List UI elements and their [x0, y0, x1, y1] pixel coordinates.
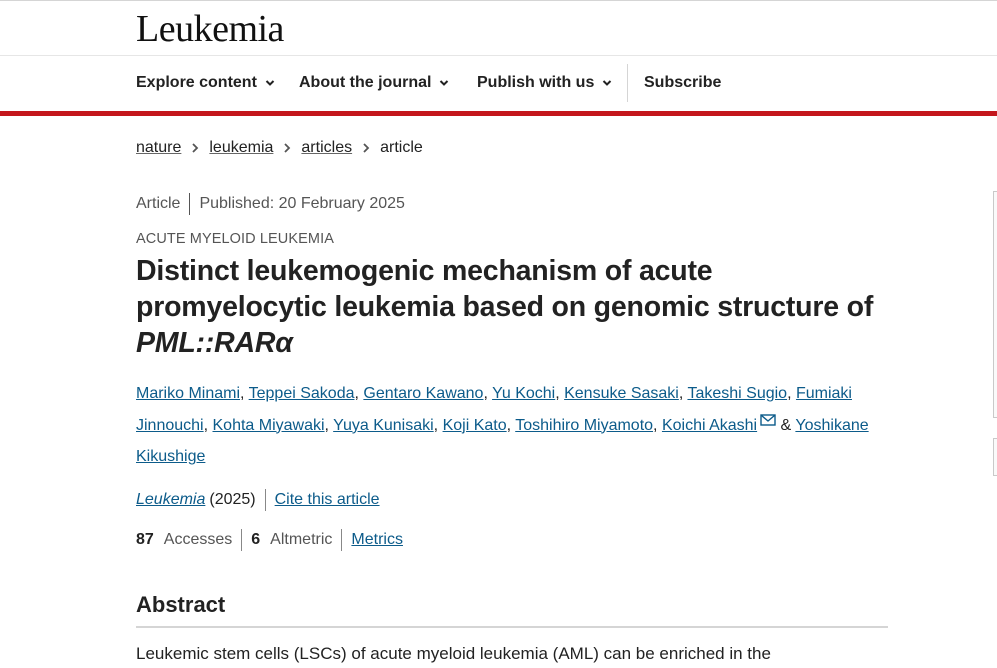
article-meta [136, 193, 405, 215]
author-separator: , [354, 385, 364, 402]
author-separator: , [240, 385, 249, 402]
abstract-heading: Abstract [136, 591, 888, 628]
author-link[interactable]: Takeshi Sugio [687, 385, 788, 402]
author-separator: , [506, 416, 516, 434]
metrics-divider [341, 529, 342, 551]
author-link[interactable]: Kensuke Sasaki [564, 385, 679, 402]
nav-about-the-journal-label: About the journal [299, 74, 432, 91]
nav-subscribe-label: Subscribe [644, 74, 722, 91]
nav-explore-content-label: Explore content [136, 74, 257, 91]
metrics-link[interactable]: Metrics [351, 531, 403, 548]
breadcrumb [136, 137, 423, 159]
author-separator: , [324, 416, 334, 434]
nav-subscribe[interactable] [644, 72, 721, 94]
metrics-divider [241, 529, 242, 551]
article-type: Article [136, 195, 181, 212]
author-link[interactable]: Yu Kochi [492, 385, 556, 402]
author-link[interactable]: Kohta Miyawaki [212, 416, 325, 434]
citation-row [136, 489, 380, 511]
side-panel-edge[interactable] [993, 191, 997, 418]
breadcrumb-leukemia[interactable]: leukemia [209, 139, 274, 156]
author-link[interactable]: Teppei Sakoda [248, 385, 355, 402]
journal-logo[interactable]: Leukemia [136, 8, 284, 50]
breadcrumb-nature[interactable]: nature [136, 139, 182, 156]
metrics-row [136, 529, 403, 551]
journal-link[interactable]: Leukemia [136, 491, 206, 508]
meta-divider [189, 193, 190, 215]
author-separator: , [653, 416, 662, 434]
author-link[interactable]: Mariko Minami [136, 385, 241, 402]
abstract-text: Leukemic stem cells (LSCs) of acute myeloid leukemia (AML) can be enriched in the [136, 644, 771, 663]
nav-publish-with-us[interactable] [477, 72, 612, 94]
accesses-label: Accesses [163, 531, 233, 548]
nav-publish-with-us-label: Publish with us [477, 74, 595, 91]
chevron-down-icon [265, 78, 275, 88]
accesses-count: 87 [136, 531, 154, 548]
chevron-down-icon [439, 78, 449, 88]
author-link[interactable]: Fumiaki Jinnouchi [136, 385, 852, 434]
author-separator: , [433, 416, 443, 434]
citation-divider [265, 489, 266, 511]
nav-about-the-journal[interactable] [299, 72, 449, 94]
nav-explore-content[interactable] [136, 72, 275, 94]
altmetric-label: Altmetric [270, 531, 333, 548]
mail-icon[interactable] [760, 414, 776, 426]
author-separator: , [678, 385, 688, 402]
author-list [136, 378, 876, 473]
main-nav [0, 56, 997, 116]
author-link[interactable]: Koji Kato [442, 416, 507, 434]
chevron-right-icon [361, 142, 371, 154]
altmetric-count: 6 [251, 531, 261, 548]
nav-divider [627, 64, 628, 102]
chevron-right-icon [190, 142, 200, 154]
breadcrumb-articles[interactable]: articles [301, 139, 353, 156]
author-separator: , [483, 385, 493, 402]
article-title-gene: PML::RARα [136, 327, 293, 359]
cite-this-article-link[interactable]: Cite this article [274, 491, 380, 508]
side-panel-edge-secondary[interactable] [993, 438, 997, 476]
article-title-text: Distinct leukemogenic mechanism of acute promyelocytic leukemia based on genomic structure of [136, 255, 874, 323]
brand-bar [0, 1, 997, 56]
author-separator: , [203, 416, 213, 434]
article-subject[interactable]: ACUTE MYELOID LEUKEMIA [136, 231, 334, 247]
article-title [136, 253, 896, 361]
breadcrumb-current: article [380, 139, 423, 156]
author-separator: & [776, 416, 796, 434]
author-link[interactable]: Toshihiro Miyamoto [515, 416, 654, 434]
citation-year: (2025) [209, 491, 256, 508]
author-separator: , [555, 385, 565, 402]
author-link[interactable]: Yuya Kunisaki [333, 416, 434, 434]
chevron-right-icon [282, 142, 292, 154]
chevron-down-icon [602, 78, 612, 88]
author-link[interactable]: Yoshikane Kikushige [136, 416, 869, 465]
author-link[interactable]: Gentaro Kawano [363, 385, 484, 402]
author-separator: , [787, 385, 796, 402]
published-date: Published: 20 February 2025 [199, 195, 405, 212]
author-link[interactable]: Koichi Akashi [661, 416, 758, 434]
